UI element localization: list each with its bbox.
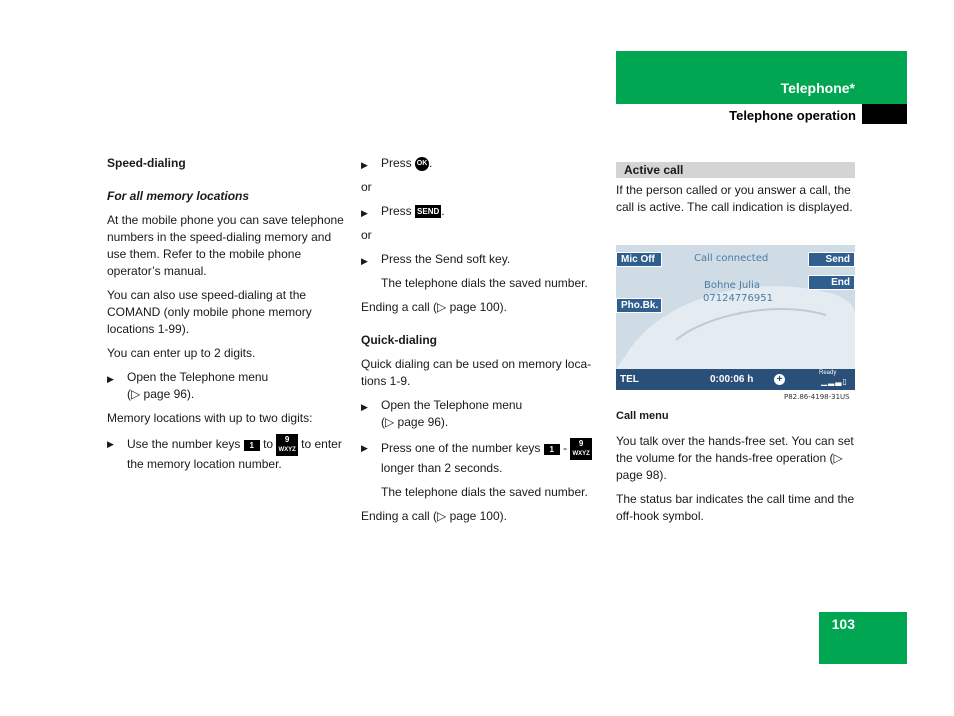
section-title: Telephone*	[780, 80, 855, 96]
bullet-text: Press	[381, 204, 412, 218]
header-black-tab	[862, 104, 907, 124]
off-hook-icon: +	[774, 374, 785, 385]
bullet-item	[361, 397, 603, 431]
bullet-text: Press the Send soft key.	[381, 252, 511, 266]
image-reference: P82.86-4198-31US	[784, 393, 850, 401]
call-status-text: Call connected	[694, 253, 769, 264]
result-text: The telephone dials the saved number.	[381, 485, 588, 499]
paragraph: Memory locations with up to two digits:	[107, 411, 313, 425]
punctuation: .	[429, 156, 433, 170]
signal-strength-icon: ▁▂▃▯	[821, 377, 848, 386]
key-9-wxyz-icon: 9 WXYZ	[570, 438, 591, 460]
paragraph: You can also use speed-dialing at the COMAND (only mobile phone memory locations 1-99).	[107, 288, 312, 336]
bullet-text: Press	[381, 156, 412, 170]
page-number: 103	[831, 616, 855, 632]
column-1	[107, 155, 347, 473]
paragraph: You talk over the hands-free set. You can set the volume for the hands-free operation (▷ page 98).	[616, 434, 854, 482]
bullet-text: longer than 2 seconds.	[381, 461, 503, 475]
bullet-text: Press one of the number keys	[381, 441, 541, 456]
figure-caption: Call menu	[616, 410, 669, 422]
active-call-title: Active call	[624, 163, 684, 177]
quick-dialing-heading: Quick-dialing	[361, 333, 438, 347]
paragraph: The status bar indicates the call time and the off-hook symbol.	[616, 492, 855, 523]
bullet-text: to	[263, 437, 274, 452]
page-reference: (▷ page 96).	[127, 387, 195, 401]
paragraph: If the person called or you answer a call, the call is active. The call indication is displayed.	[616, 183, 853, 214]
bullet-text: ▶ Open the Telephone menu	[381, 398, 523, 412]
speed-dialing-heading: Speed-dialing	[107, 156, 186, 170]
key-1-icon: 1	[244, 440, 260, 451]
memory-locations-subheading: For all memory locations	[107, 189, 250, 203]
bullet-item	[361, 438, 603, 477]
or-text: or	[361, 228, 372, 242]
or-text: or	[361, 180, 372, 194]
ending-call-reference: Ending a call (▷ page 100).	[361, 300, 507, 314]
call-menu-screen	[616, 245, 855, 390]
contact-name: Bohne Julia	[704, 280, 760, 291]
ending-call-reference: Ending a call (▷ page 100).	[361, 509, 507, 523]
status-bar	[616, 369, 855, 390]
punctuation: .	[441, 204, 445, 218]
column-3-body	[616, 408, 856, 525]
bullet-item	[361, 203, 603, 220]
active-call-description	[616, 182, 856, 216]
bullet-item	[361, 155, 603, 172]
mic-off-button[interactable]: Mic Off	[616, 252, 662, 267]
send-button[interactable]: Send	[808, 252, 855, 267]
active-call-bar	[616, 162, 855, 178]
bullet-text: -	[563, 441, 568, 456]
subsection-title: Telephone operation	[729, 108, 856, 123]
paragraph: You can enter up to 2 digits.	[107, 346, 256, 360]
bullet-item	[361, 251, 603, 268]
phonebook-button[interactable]: Pho.Bk.	[616, 298, 662, 313]
column-2	[361, 155, 603, 525]
bullet-text: ▶ Open the Telephone menu	[127, 370, 269, 384]
bullet-item	[107, 369, 347, 403]
contact-number: 07124776951	[703, 293, 773, 304]
call-timer: 0:00:06 h	[710, 374, 754, 385]
paragraph: Quick dialing can be used on memory loca-tions 1-9.	[361, 357, 592, 388]
page-reference: (▷ page 96).	[381, 415, 449, 429]
bullet-text: to enter the memory location number.	[127, 437, 342, 471]
send-key-icon: SEND	[417, 207, 440, 217]
result-text: The telephone dials the saved number.	[381, 276, 588, 290]
tel-label: TEL	[620, 374, 639, 385]
ok-button-icon: OK	[415, 157, 429, 171]
key-1-icon: 1	[544, 444, 560, 455]
end-button[interactable]: End	[808, 275, 855, 290]
key-9-wxyz-icon: 9 WXYZ	[276, 434, 297, 456]
paragraph: At the mobile phone you can save telephone numbers in the speed-dialing memory and use them. Refer to the mobile phone operator’s manual.	[107, 213, 344, 278]
bullet-text: Use the number keys	[127, 437, 241, 452]
header-green-band	[616, 51, 907, 104]
bullet-item	[107, 434, 347, 473]
ready-label: Ready	[819, 370, 837, 376]
